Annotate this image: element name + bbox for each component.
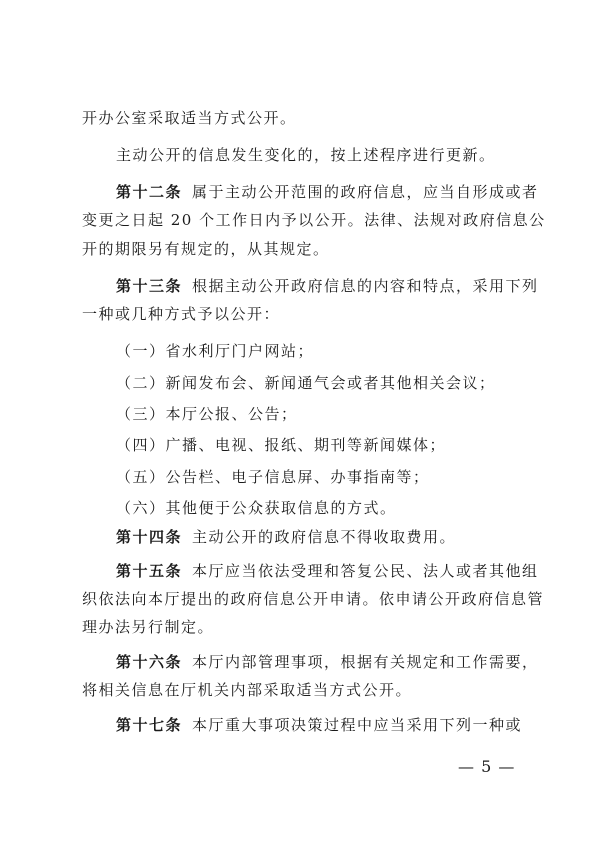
- list-item: （一）省水利厅门户网站；: [116, 342, 315, 360]
- article-13-paragraph: [116, 276, 556, 296]
- article-13-text: 根据主动公开政府信息的内容和特点，采用下列: [192, 277, 539, 295]
- article-12-text: 属于主动公开范围的政府信息，应当自形成或者: [192, 183, 539, 201]
- article-14-text: 主动公开的政府信息不得收取费用。: [192, 528, 457, 546]
- text-line: 开的期限另有规定的，从其规定。: [82, 240, 330, 258]
- article-16-label: 第十六条: [116, 653, 183, 671]
- list-item: （三）本厅公报、公告；: [116, 405, 298, 423]
- article-17-label: 第十七条: [116, 716, 183, 734]
- list-item: （二）新闻发布会、新闻通气会或者其他相关会议；: [116, 374, 496, 392]
- text-line: 将相关信息在厅机关内部采取适当方式公开。: [82, 681, 413, 699]
- text-line: 织依法向本厅提出的政府信息公开申请。依申请公开政府信息管: [82, 590, 545, 608]
- article-15-paragraph: [116, 561, 556, 581]
- article-12-label: 第十二条: [116, 183, 183, 201]
- text-line: 变更之日起 20 个工作日内予以公开。法律、法规对政府信息公: [82, 211, 546, 229]
- article-15-label: 第十五条: [116, 562, 183, 580]
- list-item: （六）其他便于公众获取信息的方式。: [116, 499, 397, 517]
- article-16-text: 本厅内部管理事项，根据有关规定和工作需要，: [192, 653, 539, 671]
- article-14-paragraph: [116, 527, 556, 547]
- text-line: 开办公室采取适当方式公开。: [82, 109, 297, 127]
- text-line: 理办法另行制定。: [82, 618, 215, 636]
- list-item: （五）公告栏、电子信息屏、办事指南等；: [116, 468, 430, 486]
- list-item: （四）广播、电视、报纸、期刊等新闻媒体；: [116, 436, 447, 454]
- article-13-label: 第十三条: [116, 277, 183, 295]
- article-16-paragraph: [116, 652, 556, 672]
- article-17-text: 本厅重大事项决策过程中应当采用下列一种或: [192, 716, 523, 734]
- article-12-paragraph: [116, 182, 556, 202]
- text-line: 一种或几种方式予以公开：: [82, 305, 281, 323]
- page-number: — 5 —: [458, 757, 516, 776]
- text-line: 主动公开的信息发生变化的，按上述程序进行更新。: [116, 146, 496, 164]
- article-14-label: 第十四条: [116, 528, 183, 546]
- article-15-text: 本厅应当依法受理和答复公民、法人或者其他组: [192, 562, 539, 580]
- article-17-paragraph: [116, 715, 556, 735]
